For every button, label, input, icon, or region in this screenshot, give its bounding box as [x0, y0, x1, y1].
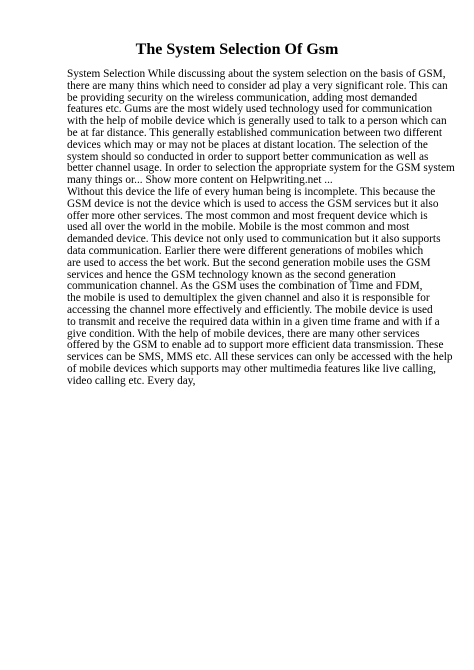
- text-line: services and hence the GSM technology known as the second generation: [67, 268, 396, 281]
- text-line: to transmit and receive the required data within in a given time frame and with if a: [67, 315, 440, 328]
- text-line: the mobile is used to demultiplex the given channel and also it is responsible for: [67, 292, 430, 305]
- text-line: System Selection While discussing about the system selection on the basis of GSM,: [67, 68, 446, 80]
- text-line: offer more other services. The most common and most frequent device which is: [67, 209, 428, 222]
- text-line: are used to access the bet work. But the second generation mobile uses the GSM: [67, 256, 431, 269]
- text-line: system should so conducted in order to support better communication as well as: [67, 150, 429, 163]
- text-line: give condition. With the help of mobile devices, there are many other services: [67, 327, 420, 340]
- text-line: video calling etc. Every day,: [67, 374, 196, 387]
- text-line: with the help of mobile device which is generally used to talk to a person which can: [67, 115, 447, 128]
- text-line: services can be SMS, MMS etc. All these services can only be accessed with the help: [67, 351, 453, 364]
- text-line: of mobile devices which supports may other multimedia features like live calling,: [67, 362, 436, 375]
- text-line: many things or... Show more content on Helpwriting.net ...: [67, 174, 333, 187]
- text-line: communication channel. As the GSM uses the combination of Time and FDM,: [67, 280, 423, 293]
- text-line: GSM device is not the device which is used to access the GSM services but it also: [67, 197, 439, 210]
- text-line: devices which may or may not be places at distant location. The selection of the: [67, 138, 428, 151]
- text-line: offered by the GSM to enable ad to support more efficient data transmission. These: [67, 339, 444, 352]
- text-line: be at far distance. This generally established communication between two different: [67, 126, 443, 139]
- text-line: data communication. Earlier there were different generations of mobiles which: [67, 244, 424, 257]
- document-body: [67, 68, 455, 388]
- text-line: demanded device. This device not only used to communication but it also supports: [67, 233, 441, 246]
- text-line: features etc. Gums are the most widely used technology used for communication: [67, 103, 433, 116]
- text-line: accessing the channel more effectively and efficiently. The mobile device is used: [67, 303, 433, 316]
- text-line: better channel usage. In order to selection the appropriate system for the GSM system: [67, 162, 455, 175]
- text-line: be providing security on the wireless communication, adding most demanded: [67, 91, 418, 104]
- text-line: used all over the world in the mobile. Mobile is the most common and most: [67, 221, 410, 234]
- text-line: there are many thins which need to consider ad play a very significant role. This can: [67, 79, 448, 92]
- document-title: The System Selection Of Gsm: [135, 41, 339, 58]
- text-line: Without this device the life of every human being is incomplete. This because the: [67, 185, 436, 198]
